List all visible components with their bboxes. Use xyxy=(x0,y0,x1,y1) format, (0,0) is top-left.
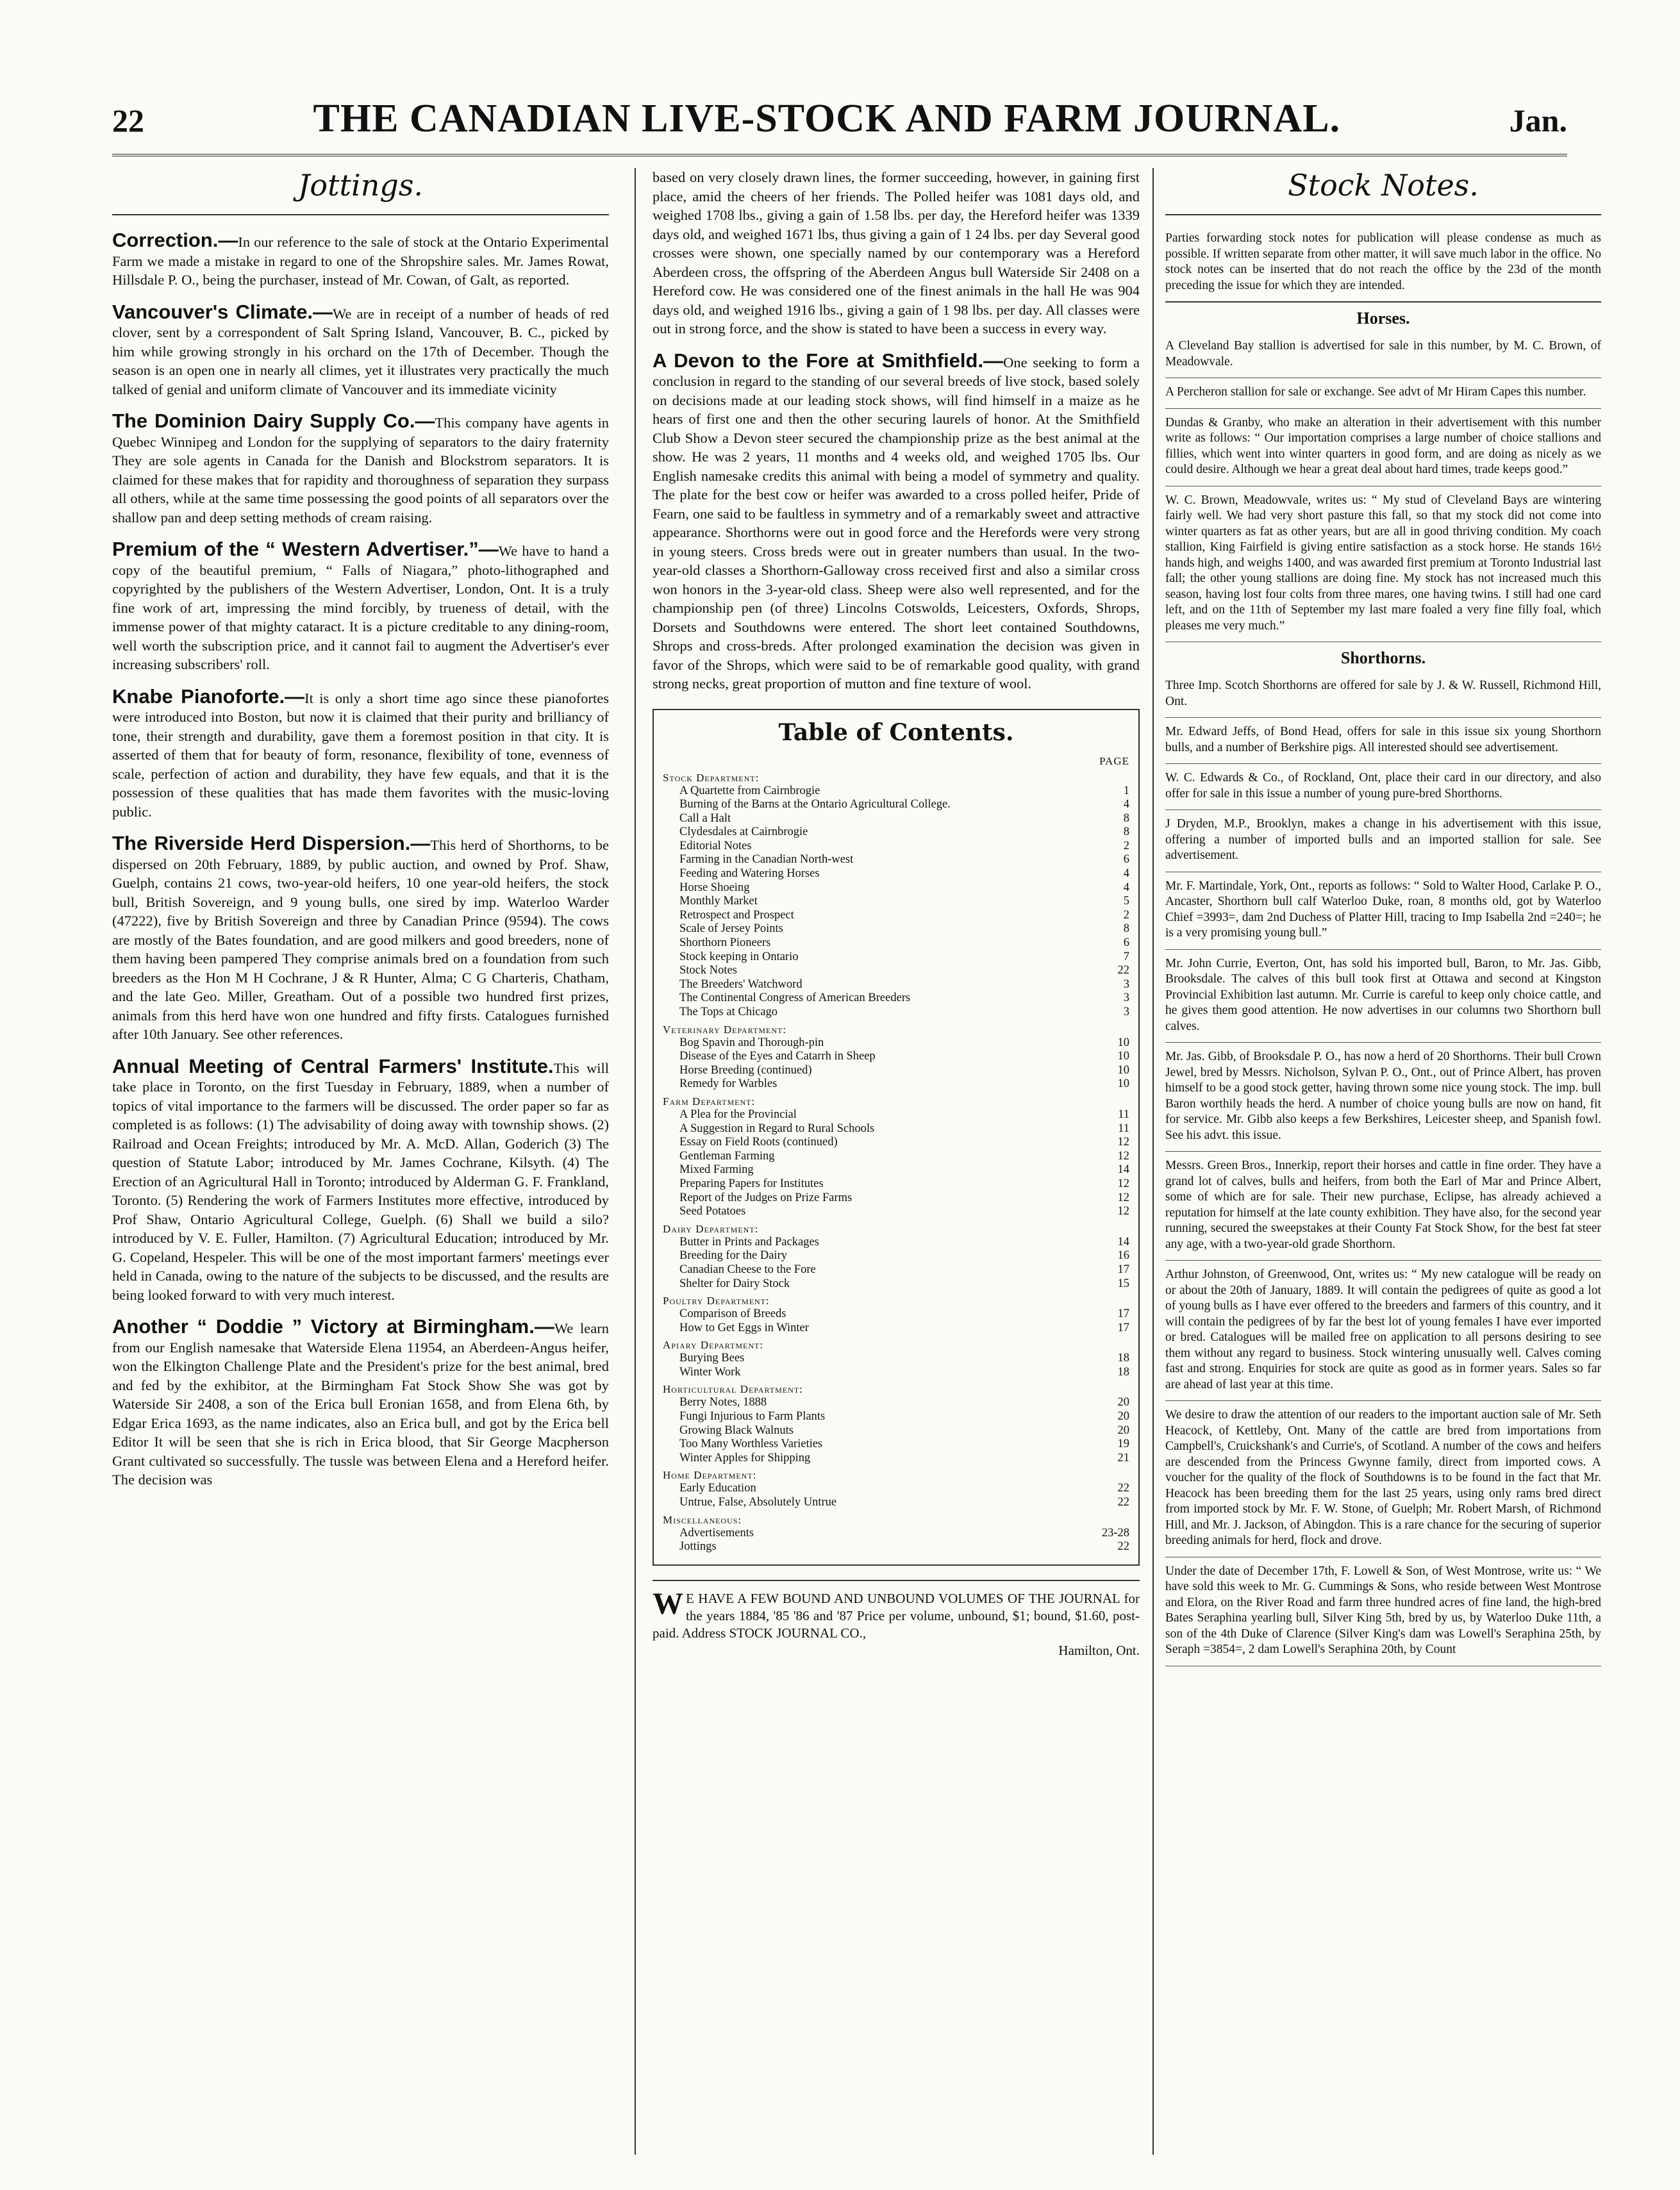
toc-entry xyxy=(663,1177,1129,1191)
toc-entry xyxy=(663,1064,1129,1078)
jotting-article xyxy=(112,300,609,399)
stock-notes-intro: Parties forwarding stock notes for publication will please condense as much as possible. If written separate from other matter, it will save much labor in the office. No stock notes can be inserted that do not reach the office by the 23d of the month preceding the issue for which they are intended. xyxy=(1165,231,1601,303)
stock-note: Messrs. Green Bros., Innerkip, report their horses and cattle in fine order. They have a grand lot of calves, bulls and heifers, from both the Earl of Mar and Prince Albert, some of which are for sale. Their new purchase, Eclipse, has already achieved a reputation for himself at the late county exhibition. They have also, for the second year running, secured the sweepstakes at their County Fat Stock Show, for the best fat steer any age, with a two-year-old grade Shorthorn. xyxy=(1165,1152,1601,1261)
toc-entry-page: 8 xyxy=(1123,922,1129,936)
toc-entry-title: Feeding and Watering Horses xyxy=(679,867,820,881)
toc-entry-page: 22 xyxy=(1117,1482,1129,1495)
toc-entry-page: 22 xyxy=(1117,964,1129,977)
toc-entry xyxy=(663,1277,1129,1291)
toc-entry xyxy=(663,1108,1129,1122)
toc-entry-page: 7 xyxy=(1123,950,1129,963)
toc-entry xyxy=(663,1163,1129,1177)
toc-entry xyxy=(663,1322,1129,1336)
shorthorns-notes xyxy=(1165,672,1601,1666)
toc-entry xyxy=(663,881,1129,895)
toc-entry-page: 18 xyxy=(1117,1352,1129,1365)
stock-note: We desire to draw the attention of our readers to the important auction sale of Mr. Seth Heacock, of Kettleby, Ont. Many of the cattle are bred from importations from Campbell's, Cruickshank's and Currie's, of Scotland. A number of the cows and heifers are descended from the Princess Gwynne family, direct from imported cows. A voucher for the quality of the flock of Southdowns is to be found in the fact that Mr. Heacock has been breeding them for the last 25 years, using only rams bred direct from imported stock by Mr. F. W. Stone, of Guelph; Mr. Robert Marsh, of Richmond Hill, and Mr. J. Jackson, of Abingdon. This is a rare chance for the securing of superior breeding animals for herd, flock and drove. xyxy=(1165,1401,1601,1557)
toc-entry xyxy=(663,922,1129,936)
toc-title: Table of Contents. xyxy=(778,718,1014,746)
toc-entry-page: 6 xyxy=(1123,853,1129,867)
jotting-text: This company have agents in Quebec Winnipeg and London for the supplying of separators to the dairy fraternity They are sole agents in Canada for the Danish and Blockstrom separators. It is claimed for these makes that for rapidity and thoroughness of separation they surpass all others, while at the same time possessing the good points of all separators over the shallow pan and deep setting methods of cream raising. xyxy=(112,415,609,526)
jottings-title: Jottings. xyxy=(112,168,609,215)
toc-entry-page: 5 xyxy=(1123,895,1129,908)
toc-entry-title: Burying Bees xyxy=(679,1352,745,1365)
stock-note: Arthur Johnston, of Greenwood, Ont, writes us: “ My new catalogue will be ready on or about the 20th of January, 1889. It will contain the pedigrees of quite as good a lot of young bulls as I have ever offered to the breeders and farmers of this country, and it will contain the pedigrees of by far the best lot of young females I have ever imported or bred. Catalogues will be mailed free on application to all persons desiring to see them without any regard to business. Stock wintering unusually well. Calves coming fast and strong. Enquiries for stock are quite as good as in former years. Sales so far are ahead of last year at this time. xyxy=(1165,1261,1601,1401)
middle-column xyxy=(653,168,1140,2168)
toc-entry-title: How to Get Eggs in Winter xyxy=(679,1321,809,1334)
jotting-article xyxy=(112,1054,609,1305)
toc-entry-title: Horse Shoeing xyxy=(679,881,750,894)
jotting-body xyxy=(112,684,609,822)
toc-entry-page: 6 xyxy=(1123,936,1129,950)
toc-entry xyxy=(663,784,1129,799)
toc-entry xyxy=(663,1236,1129,1250)
toc-entry-title: Retrospect and Prospect xyxy=(679,908,794,922)
toc-entry xyxy=(663,1527,1129,1541)
toc-department: Farm Department: xyxy=(663,1095,756,1107)
horses-heading: Horses. xyxy=(1356,309,1410,328)
toc-entry-page: 21 xyxy=(1117,1451,1129,1464)
stock-notes-column xyxy=(1165,168,1601,2168)
toc-entry-title: Remedy for Warbles xyxy=(679,1077,778,1091)
toc-entry-page: 8 xyxy=(1123,811,1129,825)
toc-entry xyxy=(663,825,1129,840)
shorthorns-heading: Shorthorns. xyxy=(1340,649,1426,667)
masthead xyxy=(112,96,1567,156)
notice-text: E HAVE A FEW BOUND AND UNBOUND VOLUMES OF THE JOURNAL for the years 1884, '85 '86 and '87 Price per volume, unbound, $1; bound, $1.60, post-paid. Address STOCK JOURNAL CO., xyxy=(653,1590,1140,1641)
toc-entry xyxy=(663,1122,1129,1136)
toc-entry-page: 12 xyxy=(1117,1191,1129,1204)
toc-entry-page: 2 xyxy=(1123,908,1129,922)
issue-month: Jan. xyxy=(1509,103,1567,138)
notice-initial: W xyxy=(653,1586,683,1621)
toc-entry xyxy=(663,991,1129,1006)
toc-entry-title: Scale of Jersey Points xyxy=(679,922,783,936)
jotting-body xyxy=(112,300,609,399)
bound-volumes-notice xyxy=(653,1580,1140,1659)
toc-entry-title: Disease of the Eyes and Catarrh in Sheep xyxy=(679,1050,876,1063)
toc-entry-page: 11 xyxy=(1118,1122,1129,1135)
toc-department: Poultry Department: xyxy=(663,1295,770,1307)
toc-entry xyxy=(663,1352,1129,1366)
toc-entry-title: Preparing Papers for Institutes xyxy=(679,1177,824,1190)
stock-note: W. C. Brown, Meadowvale, writes us: “ My stud of Cleveland Bays are wintering fairly well. We had very short pasture this fall, so that my stock did not come into winter quarters as fat as other years, but are all in good thriving condition. My coach stallion, King Fairfield is giving entire satisfaction as a stock horse. He stands 16½ hands high, and weighs 1400, and was awarded first premium at Toronto Industrial last fall; the other young stallions are doing fine. My stock has not increased much this season, having lost four colts from three mares, one having twins. I still had one card left, and on the 11th of September my last mare foaled a very fine filly foal, which pleases me very much.” xyxy=(1165,486,1601,643)
toc-entry-page: 19 xyxy=(1117,1438,1129,1451)
toc-department: Veterinary Department: xyxy=(663,1023,787,1036)
stock-note: J Dryden, M.P., Brooklyn, makes a change in his advertisement with this issue, offering a number of imported bulls and an imported stallion for sale. See advertisement. xyxy=(1165,810,1601,872)
toc-page-label: PAGE xyxy=(1099,754,1129,767)
toc-entry-title: Stock Notes xyxy=(679,964,737,977)
jotting-article xyxy=(112,1317,609,1489)
toc-entry xyxy=(663,936,1129,950)
toc-department: Dairy Department: xyxy=(663,1222,759,1235)
jotting-article xyxy=(112,411,609,527)
toc-entry xyxy=(663,1006,1129,1020)
toc-entry xyxy=(663,1307,1129,1322)
toc-entry-title: Butter in Prints and Packages xyxy=(679,1235,819,1248)
jotting-body xyxy=(112,231,609,290)
jotting-text: It is only a short time ago since these pianofortes were introduced into Boston, but now it is claimed that their purity and brilliancy of tone, their strength and durability, gave them a foremost position in that city. It is asserted of them that for beauty of form, resonance, flexibility of tone, evenness of scale, perfection of action and durability, they have few equals, and that it is the possession of these qualities that has made them favorites with the music-loving public. xyxy=(112,690,609,820)
toc-entry-title: Shorthorn Pioneers xyxy=(679,936,771,950)
toc-department: Stock Department: xyxy=(663,771,760,784)
stock-note: A Cleveland Bay stallion is advertised for sale in this number, by M. C. Brown, of Meadowvale. xyxy=(1165,332,1601,378)
toc-entry-page: 14 xyxy=(1117,1235,1129,1248)
toc-entry-page: 12 xyxy=(1117,1177,1129,1190)
jotting-text: We have to hand a copy of the beautiful premium, “ Falls of Niagara,” photo-lithographed and copyrighted by the publishers of the Western Advertiser, London, Ont. It is a truly fine work of art, impressing the mind forcibly, by trueness of detail, with the immense power of that mighty cataract. It is a picture creditable to any dining-room, well worth the subscription price, and it cannot fail to augment the Advertiser's ever increasing subscribers' roll. xyxy=(112,543,609,672)
jotting-body xyxy=(112,1054,609,1305)
toc-entry-page: 10 xyxy=(1117,1077,1129,1091)
toc-entry-page: 11 xyxy=(1118,1107,1129,1121)
toc-entry xyxy=(663,1438,1129,1452)
toc-entry xyxy=(663,867,1129,881)
toc-department: Home Department: xyxy=(663,1469,757,1482)
toc-entry xyxy=(663,1050,1129,1064)
toc-entry-page: 3 xyxy=(1123,977,1129,991)
stock-note: Mr. Jas. Gibb, of Brooksdale P. O., has now a herd of 20 Shorthorns. Their bull Crown Jewel, bred by Messrs. Nicholson, Sylvan P. O., Ont., out of Prince Albert, has proven himself to be a good stock getter, having thrown some nice young stock. The imp. bull Baron worthily heads the herd. A number of choice young bulls are now on hand, fit for service. Mr. Gibb also keeps a few Berkshires, Leicester sheep, and Spanish fowl. See his advt. this issue. xyxy=(1165,1043,1601,1152)
toc-entry-title: Advertisements xyxy=(679,1526,754,1539)
stock-note: A Percheron stallion for sale or exchange. See advt of Mr Hiram Capes this number. xyxy=(1165,378,1601,409)
toc-entry-title: Call a Halt xyxy=(679,811,731,825)
devon-article-body xyxy=(653,351,1140,693)
jotting-article xyxy=(112,834,609,1044)
toc-entry xyxy=(663,1263,1129,1277)
toc-entry-title: Stock keeping in Ontario xyxy=(679,950,799,963)
stock-note: Mr. John Currie, Everton, Ont, has sold his imported bull, Baron, to Mr. Jas. Gibb, Brooksdale. The calves of this bull took first at Ottawa and second at Kingston Provincial Exhibition last autumn. Mr. Currie is careful to keep only choice cattle, and he gives them good attention. He now advertises in our columns two Shorthorn bull calves. xyxy=(1165,950,1601,1043)
jotting-body xyxy=(112,411,609,527)
toc-entry-title: A Plea for the Provincial xyxy=(679,1107,797,1121)
toc-entry-page: 17 xyxy=(1117,1263,1129,1276)
toc-entry xyxy=(663,1540,1129,1554)
toc-entry-title: Too Many Worthless Varieties xyxy=(679,1438,823,1451)
toc-entry-page: 12 xyxy=(1117,1149,1129,1163)
toc-entry-page: 12 xyxy=(1117,1136,1129,1149)
jotting-title: The Riverside Herd Dispersion.— xyxy=(112,832,431,854)
toc-entry-title: Clydesdales at Cairnbrogie xyxy=(679,825,808,839)
stock-note: Mr. F. Martindale, York, Ont., reports as follows: “ Sold to Walter Hood, Carlake P. O., Ancaster, Shorthorn bull calf Waterloo Duke, roan, 8 months old, got by Waterloo Chief =3993=, dam 2nd Duchess of Platter Hill, tracing to Imp Isabella 2nd =240=; he is a very promising young bull.” xyxy=(1165,872,1601,950)
toc-page-header xyxy=(663,755,1129,768)
toc-entry xyxy=(663,1249,1129,1263)
jotting-body xyxy=(112,834,609,1044)
devon-article xyxy=(653,351,1140,693)
column-rule xyxy=(635,168,636,2155)
toc-entry-title: Growing Black Walnuts xyxy=(679,1423,794,1437)
toc-entry-title: Winter Apples for Shipping xyxy=(679,1451,811,1464)
toc-entry-title: Essay on Field Roots (continued) xyxy=(679,1136,838,1149)
toc-entry-page: 23-28 xyxy=(1101,1526,1129,1539)
toc-entry-title: The Tops at Chicago xyxy=(679,1006,778,1018)
toc-entry-title: Breeding for the Dairy xyxy=(679,1249,787,1263)
page-number: 22 xyxy=(112,103,144,138)
toc-entry-page: 4 xyxy=(1123,867,1129,881)
toc-entry-title: A Quartette from Cairnbrogie xyxy=(679,784,820,797)
stock-note: Mr. Edward Jeffs, of Bond Head, offers for sale in this issue six young Shorthorn bulls, and a number of Berkshire pigs. All interested should see advertisement. xyxy=(1165,718,1601,764)
toc-entry-page: 10 xyxy=(1117,1036,1129,1049)
toc-entry-title: The Breeders' Watchword xyxy=(679,977,803,991)
toc-entry-page: 22 xyxy=(1117,1496,1129,1509)
toc-entry-title: Monthly Market xyxy=(679,895,758,908)
jotting-text: This herd of Shorthorns, to be dispersed on 20th February, 1889, by public auction, and owned by Prof. Shaw, Guelph, contains 21 cows, two-year-old heifers, 10 one year-old heifers, the stock bull, British Sovereign, and 9 young bulls, one sired by imp. Waterloo Warder (47222), five by British Sovereign and three by Canadian Prince (9594). The cows are mostly of the Bates foundation, and are good milkers and good breeders, none of them having been pampered They comprise animals bred on a foundation from such breeders as the Hon M H Cochrane, J & R Hunter, Alma; C G Charteris, Chatham, and the late Geo. Miller, Greatham. Out of a possible two hundred first prizes, animals from this herd have won one hundred and fifty firsts. Catalogues furnished after 10th January. See other references. xyxy=(112,837,609,1042)
toc-entry xyxy=(663,1205,1129,1219)
devon-article-text: One seeking to form a conclusion in regard to the standing of our several breeds of live stock, based solely on decisions made at our leading stock shows, will find himself in a maize as he hears of first one and then the other securing laurels of honor. At the Smithfield Club Show a Devon steer secured the championship prize as the best animal at the show. He was 2 years, 11 months and 4 weeks old, and weighed 1705 lbs. Our English namesake credits this animal with being a model of symmetry and quality. The plate for the best cow or heifer was awarded to a cross polled heifer, Pride of Fearn, one said to be faultless in symmetry and of a remarkably sweet and attractive appearance. Shorthorns were out in good force and the Herefords were very strong in young steers. Cross breds were out in greater numbers than usual. In the two-year-old classes a Shorthorn-Galloway cross received first and also a similar cross won honors in the 3-year-old class. Sheep were also well represented, and for the championship pen (of three) Lincolns Cotswolds, Leicesters, Oxfords, Shrops, Dorsets and Southdowns were entered. The short leet contained Southdowns, Shrops and cross-breds. After prolonged examination the decision was given in favor of the Shrops, which were said to be of remarkable good quality, with grand strong necks, great proportion of mutton and fine texture of wool. xyxy=(653,354,1140,692)
horses-notes xyxy=(1165,332,1601,642)
jotting-title: Annual Meeting of Central Farmers' Institute. xyxy=(112,1054,554,1077)
toc-department: Apiary Department: xyxy=(663,1339,764,1352)
table-of-contents xyxy=(653,709,1140,1566)
toc-entry xyxy=(663,1452,1129,1466)
jotting-title: Knabe Pianoforte.— xyxy=(112,684,305,708)
stock-note: Dundas & Granby, who make an alteration in their advertisement with this number write as follows: “ Our importation comprises a large number of choice stallions and fillies, which went into winter quarters in good form, and are doing as nicely as we could desire. Although we hear a great deal about hard times, trade keeps good.” xyxy=(1165,409,1601,486)
toc-entry-page: 8 xyxy=(1123,825,1129,839)
continued-article xyxy=(653,168,1140,338)
toc-entry-page: 3 xyxy=(1123,991,1129,1005)
journal-title: THE CANADIAN LIVE-STOCK AND FARM JOURNAL. xyxy=(313,97,1341,140)
jotting-title: Vancouver's Climate.— xyxy=(112,300,333,323)
jotting-title: Correction.— xyxy=(112,229,238,251)
toc-entry xyxy=(663,964,1129,978)
toc-entry-title: A Suggestion in Regard to Rural Schools xyxy=(679,1122,875,1135)
jotting-title: Another “ Doddie ” Victory at Birmingham.— xyxy=(112,1315,554,1338)
toc-entry xyxy=(663,895,1129,909)
toc-entry xyxy=(663,1410,1129,1424)
toc-entry-page: 20 xyxy=(1117,1396,1129,1409)
toc-entry-title: Comparison of Breeds xyxy=(679,1307,786,1321)
toc-entry xyxy=(663,950,1129,965)
toc-entry-title: Burning of the Barns at the Ontario Agricultural College. xyxy=(679,798,951,811)
toc-entry xyxy=(663,1482,1129,1496)
toc-entry-title: Untrue, False, Absolutely Untrue xyxy=(679,1496,837,1509)
toc-entry xyxy=(663,1036,1129,1050)
stock-notes-title: Stock Notes. xyxy=(1165,168,1601,215)
toc-entry xyxy=(663,812,1129,826)
toc-entry xyxy=(663,1424,1129,1438)
notice-city: Hamilton, Ont. xyxy=(1058,1642,1140,1658)
toc-entry xyxy=(663,1366,1129,1380)
continued-article-text: based on very closely drawn lines, the former succeeding, however, in gaining first place, amid the cheers of her friends. The Polled heifer was 1081 days old, and weighed 1708 lbs., giving a gain of 1.58 lbs. per day, the Hereford heifer was 1339 days old, and weighed 1671 lbs, thus giving a gain of 1 24 lbs. per day Several good crosses were shown, one specially named by our contemporary was a Hereford Aberdeen cross, the offspring of the Aberdeen Angus bull Waterside Sir 2408 on a Hereford cow. He was considered one of the finest animals in the hall He was 904 days old, and weighed 1916 lbs., giving a gain of 1 98 lbs. per day. All classes were out in strong force, and the show is stated to have been a success in every way. xyxy=(653,169,1140,336)
toc-entry-title: Bog Spavin and Thorough-pin xyxy=(679,1036,824,1049)
toc-department: Horticultural Department: xyxy=(663,1383,803,1396)
toc-entry-title: Farming in the Canadian North-west xyxy=(679,853,854,867)
toc-entry-page: 2 xyxy=(1123,839,1129,852)
devon-article-title: A Devon to the Fore at Smithfield.— xyxy=(653,349,1004,372)
jotting-title: Premium of the “ Western Advertiser.”— xyxy=(112,538,499,560)
jotting-article xyxy=(112,684,609,822)
toc-entry xyxy=(663,853,1129,867)
toc-entry-page: 17 xyxy=(1117,1307,1129,1321)
toc-entry xyxy=(663,840,1129,854)
toc-entry-page: 20 xyxy=(1117,1410,1129,1423)
toc-entry xyxy=(663,1077,1129,1091)
toc-entry xyxy=(663,909,1129,923)
toc-entry xyxy=(663,978,1129,992)
toc-entry-page: 22 xyxy=(1117,1540,1129,1554)
jotting-text: We are in receipt of a number of heads of red clover, sent by a correspondent of Salt Spring Island, Vancouver, B. C., picked by him while growing strongly in his orchard on the 17th of December. Though the season is an open one in nearly all climes, yet it illustrates very practically the much talked of genial and uniform climate of Vancouver and its immediate vicinity xyxy=(112,305,609,397)
toc-entry-page: 10 xyxy=(1117,1063,1129,1077)
toc-entry xyxy=(663,1136,1129,1150)
toc-entry-title: Seed Potatoes xyxy=(679,1205,746,1218)
toc-entry-title: Report of the Judges on Prize Farms xyxy=(679,1191,852,1204)
jotting-article xyxy=(112,231,609,290)
toc-entry-page: 4 xyxy=(1123,798,1129,811)
stock-note: Three Imp. Scotch Shorthorns are offered for sale by J. & W. Russell, Richmond Hill, Ont. xyxy=(1165,672,1601,718)
toc-body xyxy=(663,772,1129,1554)
toc-entry-page: 15 xyxy=(1117,1277,1129,1290)
jotting-body xyxy=(112,1317,609,1489)
jottings-column xyxy=(112,168,609,2168)
toc-entry-title: The Continental Congress of American Breeders xyxy=(679,991,911,1005)
toc-entry xyxy=(663,1496,1129,1510)
toc-entry-page: 10 xyxy=(1117,1050,1129,1063)
jotting-text: This will take place in Toronto, on the first Tuesday in February, 1889, when a number of topics of vital importance to the farmers will be discussed. The order paper so far as completed is as follows: (1) The advisability of doing away with township shows. (2) Railroad and Ocean Freights; introduced by Mr. A. McD. Allan, Goderich (3) The question of Statute Labor; introduced by Mr. James Cochrane, Kilsyth. (4) The Erection of an Agricultural Hall in Toronto; introduced by Alderman G. F. Frankland, Toronto. (5) Rendering the work of Farmers Institutes more effective, introduced by Prof Shaw, Ontario Agricultural College, Guelph. (6) Shall we build a silo? introduced by V. E. Fuller, Hamilton. (7) Agricultural Education; introduced by Mr. G. Copeland, Hespeler. This will be one of the most important farmers' meetings ever held in Canada, owing to the nature of the subjects to be discussed, and the results are being looked forward to with very much interest. xyxy=(112,1059,609,1303)
toc-entry-title: Winter Work xyxy=(679,1365,741,1379)
toc-entry-title: Horse Breeding (continued) xyxy=(679,1063,812,1077)
toc-department: Miscellaneous: xyxy=(663,1513,742,1526)
toc-entry xyxy=(663,1150,1129,1164)
jotting-text: In our reference to the sale of stock at the Ontario Experimental Farm we made a mistake in regard to one of the Shropshire sales. Mr. James Rowat, Hillsdale P. O., being the purchaser, instead of Mr. Cowan, of Galt, as reported. xyxy=(112,234,609,288)
jotting-article xyxy=(112,540,609,674)
toc-entry xyxy=(663,1191,1129,1206)
toc-entry-page: 18 xyxy=(1117,1365,1129,1379)
toc-entry-title: Shelter for Dairy Stock xyxy=(679,1277,790,1290)
toc-entry-page: 14 xyxy=(1117,1163,1129,1177)
jotting-body xyxy=(112,540,609,674)
toc-entry-page: 12 xyxy=(1117,1205,1129,1218)
toc-entry-title: Canadian Cheese to the Fore xyxy=(679,1263,816,1276)
toc-entry xyxy=(663,798,1129,812)
jotting-text: We learn from our English namesake that Waterside Elena 11954, an Aberdeen-Angus heifer, won the Elkington Challenge Plate and the President's prize for the best animal, bred and fed by the exhibitor, at the Birmingham Fat Stock Show She was got by Waterside Sir 2408, a son of the Erica bull Eronian 1658, and from Elena 6th, by Edgar Erica 1693, as the name indicates, also an Erica bull, and got by the Erica bell Editor It will be seen that she is rich in Erica blood, that Sir George Macpherson Grant cultivated so successfully. The tussle was between Elena and a Hereford heifer. The decision was xyxy=(112,1320,609,1488)
column-rule xyxy=(1152,168,1154,2155)
toc-entry-title: Gentleman Farming xyxy=(679,1149,775,1163)
toc-entry-title: Jottings xyxy=(679,1540,717,1554)
toc-entry-page: 3 xyxy=(1123,1006,1129,1018)
toc-entry-page: 20 xyxy=(1117,1423,1129,1437)
stock-note: W. C. Edwards & Co., of Rockland, Ont, place their card in our directory, and also offer for sale in this issue a number of young pure-bred Shorthorns. xyxy=(1165,764,1601,810)
toc-entry-title: Mixed Farming xyxy=(679,1163,754,1177)
toc-entry-title: Berry Notes, 1888 xyxy=(679,1396,767,1409)
toc-entry-page: 17 xyxy=(1117,1321,1129,1334)
toc-entry-title: Fungi Injurious to Farm Plants xyxy=(679,1410,826,1423)
toc-entry-page: 4 xyxy=(1123,881,1129,894)
jotting-title: The Dominion Dairy Supply Co.— xyxy=(112,410,435,432)
toc-entry-title: Editorial Notes xyxy=(679,839,752,852)
stock-note: Under the date of December 17th, F. Lowell & Son, of West Montrose, write us: “ We have sold this week to Mr. G. Cummings & Sons, who reside between West Montrose and Elora, on the River Road and farm three hundred acres of fine land, the high-bred Bates Seraphina yearling bull, Silver King 5th, bred by us, by Waterloo Duke 11th, a son of the 4th Duke of Clarence (Silver King's dam was Lowell's Seraphina 25th, by Seraph =3854=, 2 dam Lowell's Seraphina 20th, by Count xyxy=(1165,1557,1601,1666)
toc-entry-page: 1 xyxy=(1123,784,1129,797)
toc-entry-page: 16 xyxy=(1117,1249,1129,1263)
toc-entry xyxy=(663,1396,1129,1410)
jottings-list xyxy=(112,231,609,1489)
toc-entry-title: Early Education xyxy=(679,1482,756,1495)
